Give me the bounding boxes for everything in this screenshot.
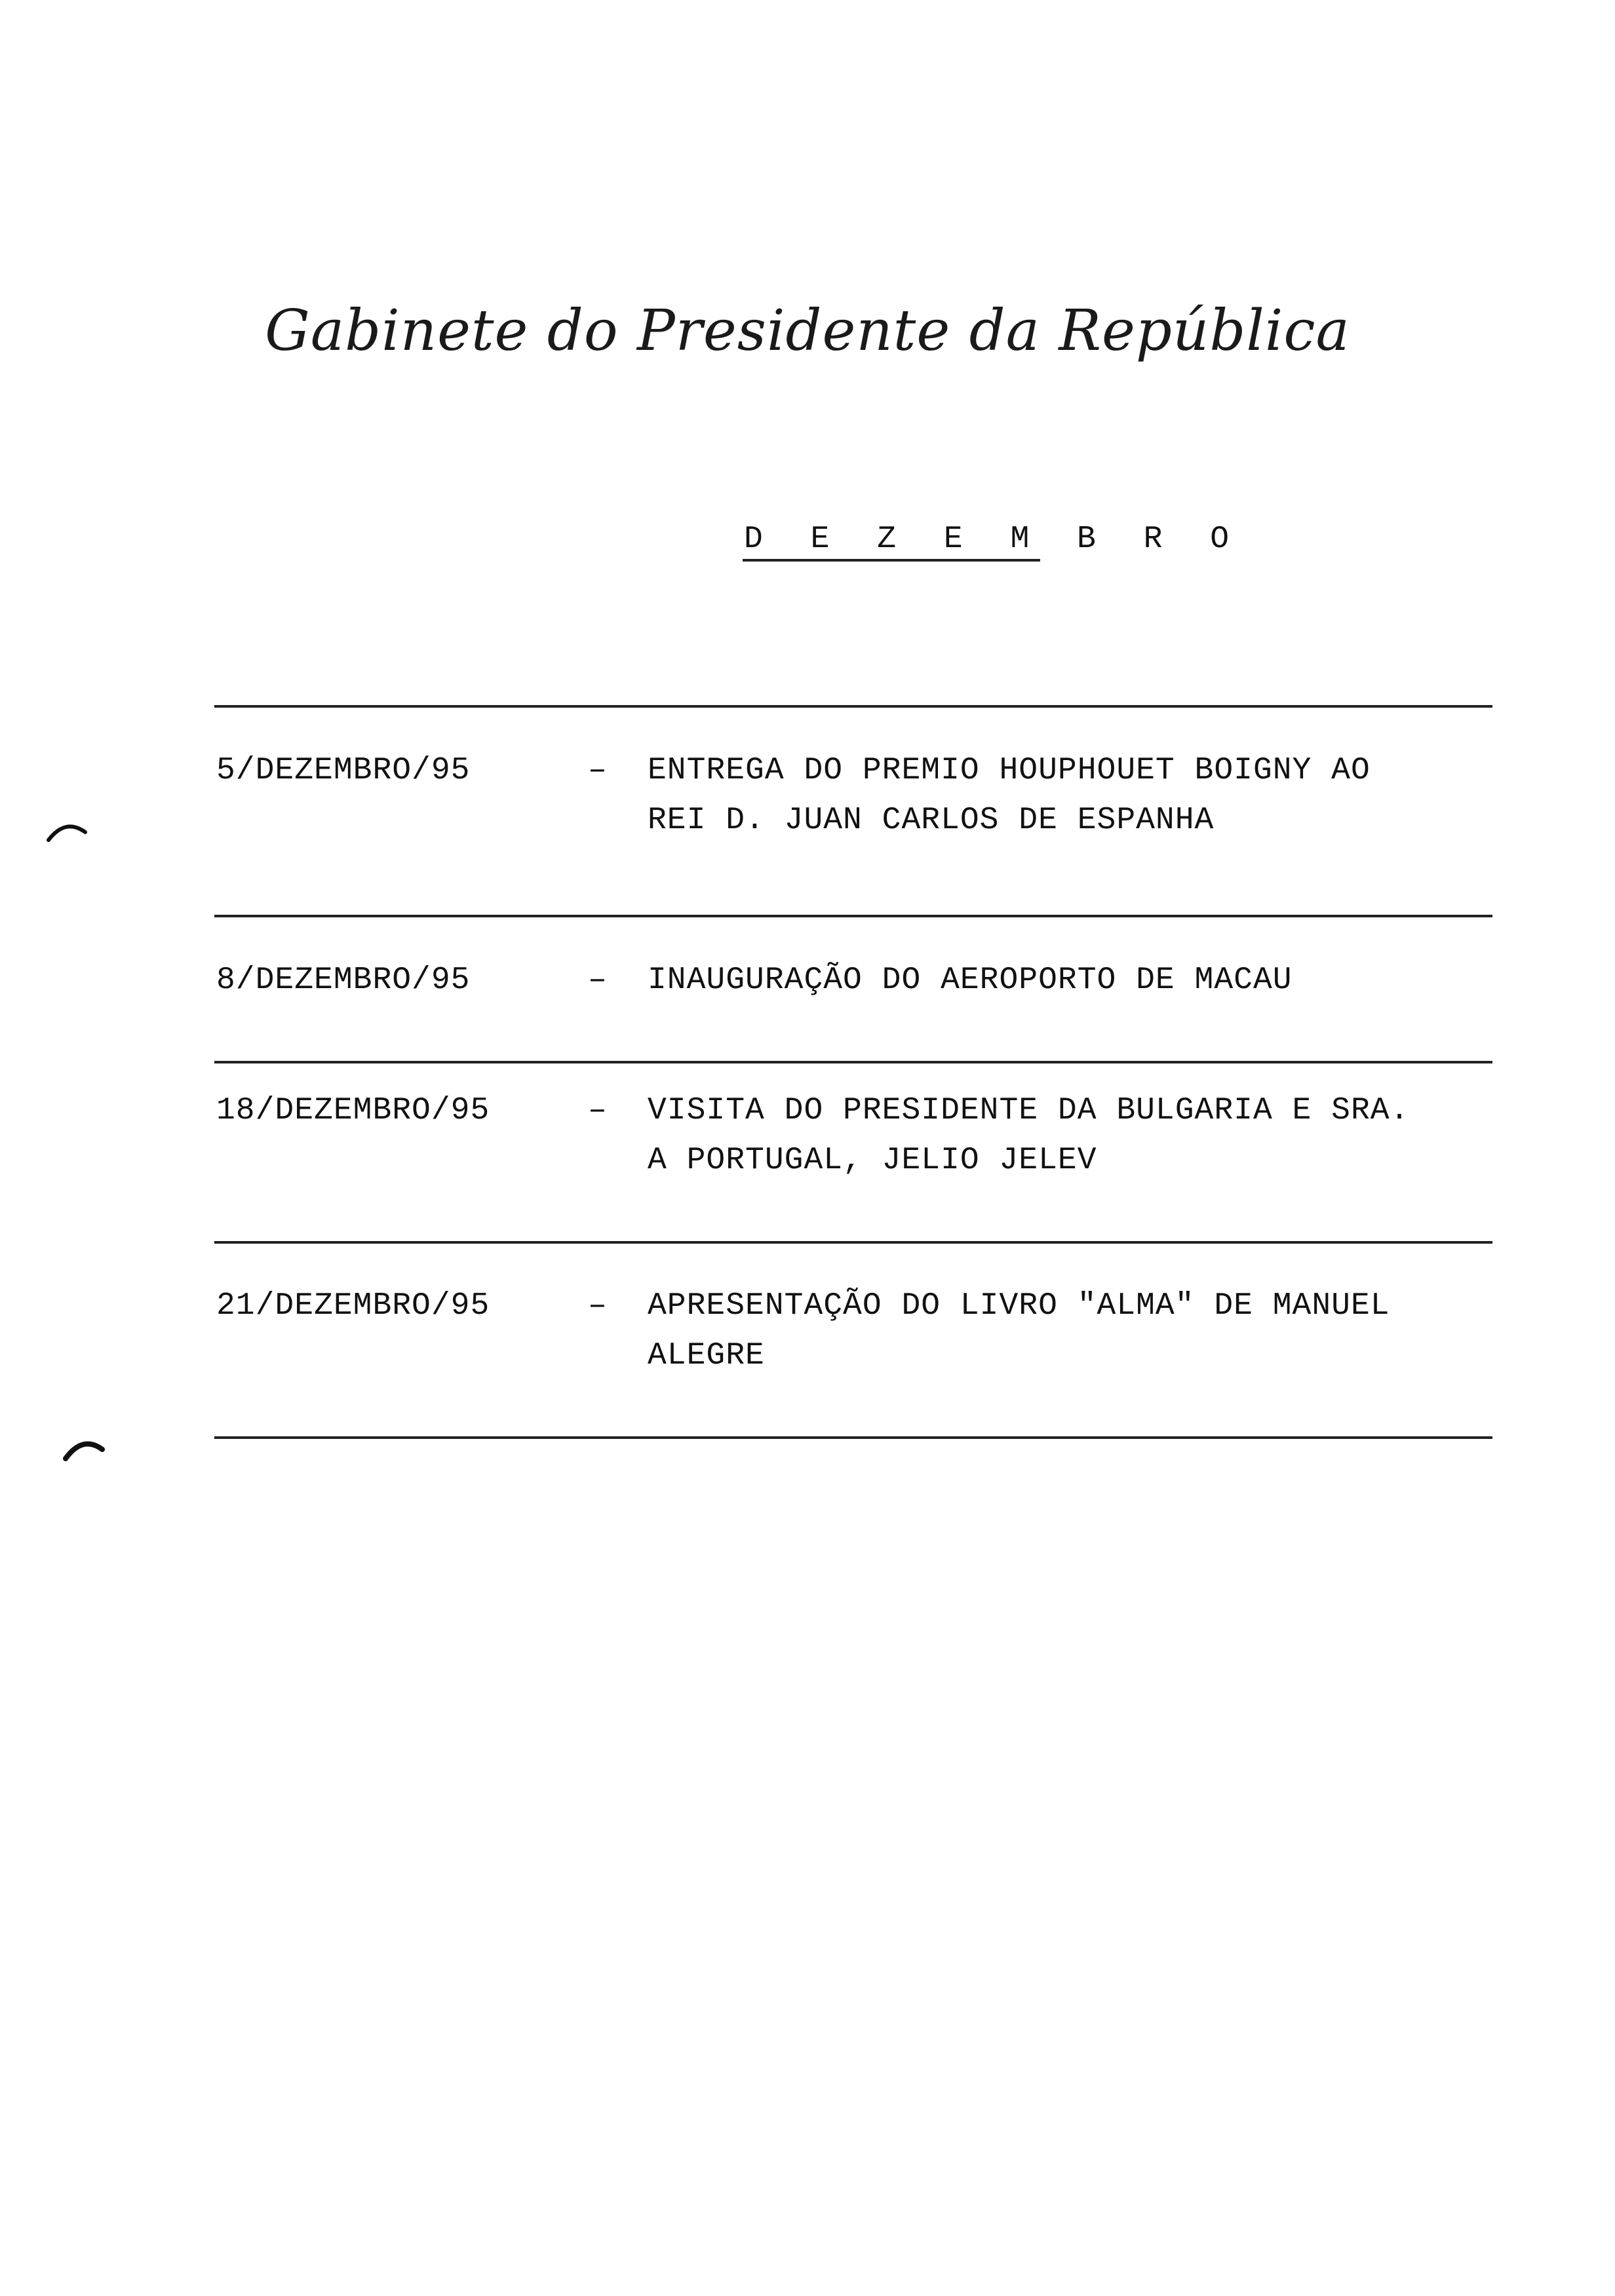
entry-description-line1: APRESENTAÇÃO DO LIVRO "ALMA" DE MANUEL [648, 1288, 1390, 1324]
divider-rule [214, 1061, 1492, 1063]
entry-description-line1: INAUGURAÇÃO DO AEROPORTO DE MACAU [648, 963, 1293, 998]
entry-description-line2: REI D. JUAN CARLOS DE ESPANHA [648, 803, 1215, 838]
divider-rule [214, 915, 1492, 917]
entry-description-line1: ENTREGA DO PREMIO HOUPHOUET BOIGNY AO [648, 753, 1371, 788]
entry-dash: – [588, 1288, 607, 1324]
divider-rule [214, 1436, 1492, 1439]
divider-rule [214, 1241, 1492, 1244]
letterhead: Gabinete do Presidente da República [265, 298, 1350, 364]
divider-rule [214, 705, 1492, 708]
entry-date: 8/DEZEMBRO/95 [216, 963, 471, 998]
month-title: D E Z E M B R O [744, 522, 1244, 557]
entry-date: 18/DEZEMBRO/95 [216, 1093, 490, 1128]
entry-description-line2: A PORTUGAL, JELIO JELEV [648, 1143, 1097, 1178]
entry-dash: – [588, 963, 607, 998]
month-title-underline [743, 559, 1040, 562]
entry-date: 21/DEZEMBRO/95 [216, 1288, 490, 1324]
entry-dash: – [588, 753, 607, 788]
entry-description-line1: VISITA DO PRESIDENTE DA BULGARIA E SRA. [648, 1093, 1410, 1128]
punch-hole-mark-icon [63, 1435, 105, 1461]
entry-date: 5/DEZEMBRO/95 [216, 753, 471, 788]
entry-dash: – [588, 1093, 607, 1128]
entry-description-line2: ALEGRE [648, 1338, 765, 1373]
punch-hole-mark-icon [46, 816, 88, 843]
